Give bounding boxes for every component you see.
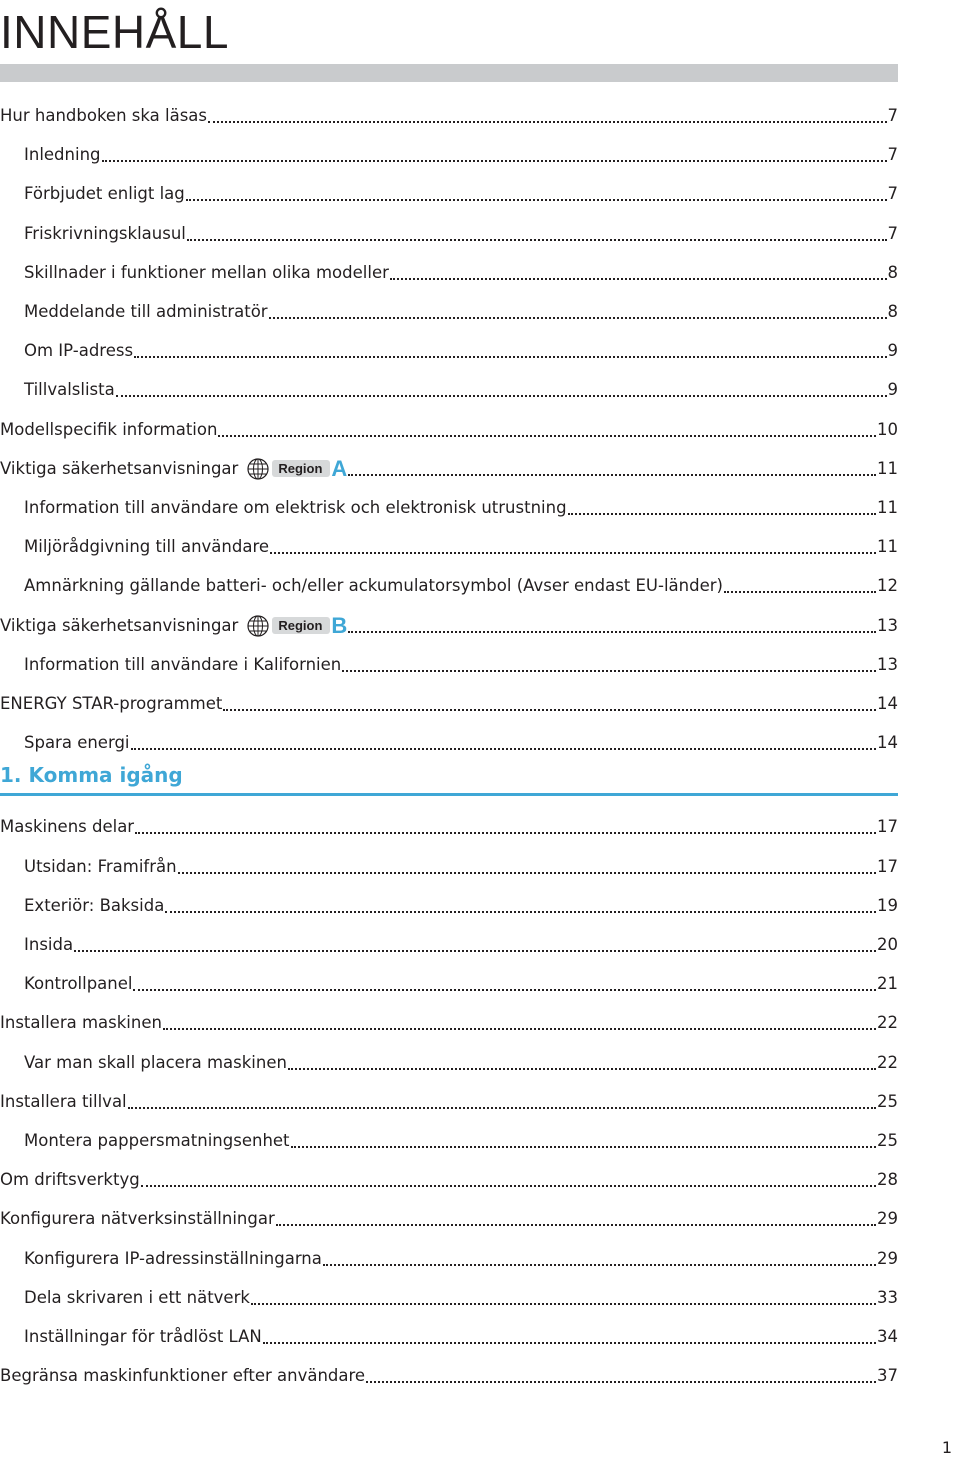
dot-leader	[390, 276, 887, 280]
toc-page-number: 17	[877, 817, 898, 836]
toc-entry-label: Maskinens delar	[0, 817, 135, 836]
dot-leader	[348, 472, 876, 476]
toc-entry[interactable]	[24, 1278, 898, 1317]
toc-entry[interactable]	[24, 135, 898, 174]
toc-entry[interactable]	[24, 847, 898, 886]
dot-leader	[251, 1301, 876, 1305]
toc-entry-label-group	[24, 1327, 262, 1346]
toc-page-number: 7	[887, 106, 898, 125]
toc-entry[interactable]	[24, 331, 898, 370]
toc-entry[interactable]	[0, 96, 898, 135]
toc-entry-label: Viktiga säkerhetsanvisningar	[0, 459, 239, 478]
toc-entry[interactable]	[24, 723, 898, 762]
toc-entry-label-group	[0, 1366, 365, 1385]
toc-entry-label: Konfigurera IP-adressinställningarna	[24, 1249, 322, 1268]
dot-leader	[270, 550, 876, 554]
toc-entry-label-group	[0, 817, 134, 836]
region-letter: A	[331, 455, 348, 481]
toc-entry-label-group	[0, 456, 347, 482]
toc-page-number: 8	[887, 302, 898, 321]
toc-entry-label-group	[24, 655, 341, 674]
dot-leader	[186, 197, 887, 201]
toc-entry[interactable]	[0, 1082, 898, 1121]
toc-entry-label-group	[24, 1249, 322, 1268]
toc-entry-label-group	[24, 341, 133, 360]
title-bar	[0, 64, 898, 82]
toc-page-number: 7	[887, 145, 898, 164]
chapter-heading	[0, 759, 898, 799]
region-label: Region	[272, 460, 330, 477]
toc-entry[interactable]	[0, 1160, 898, 1199]
toc-entry[interactable]	[0, 1003, 898, 1042]
toc-page-number: 14	[877, 694, 898, 713]
toc-entry[interactable]	[0, 807, 898, 846]
toc-page-number: 11	[877, 498, 898, 517]
dot-leader	[135, 830, 876, 834]
toc-entry-label-group	[0, 694, 222, 713]
toc-entry[interactable]	[24, 566, 898, 605]
toc-page-number: 10	[877, 420, 898, 439]
toc-entry-label: Spara energi	[24, 733, 130, 752]
toc-entry-label-group	[24, 733, 130, 752]
toc-entry-label: Meddelande till administratör	[24, 302, 268, 321]
toc-page-number: 7	[887, 184, 898, 203]
chapter-rule	[0, 793, 898, 796]
dot-leader	[348, 629, 876, 633]
dot-leader	[724, 589, 876, 593]
toc-entry[interactable]	[0, 410, 898, 449]
toc-entry-label: Inledning	[24, 145, 101, 164]
toc-page-number: 25	[877, 1092, 898, 1111]
dot-leader	[218, 433, 876, 437]
toc-entry-label: Insida	[24, 935, 74, 954]
dot-leader	[187, 237, 887, 241]
toc-entry-label-group	[24, 263, 389, 282]
toc-entry[interactable]	[0, 449, 898, 488]
toc-page-number: 9	[887, 380, 898, 399]
dot-leader	[74, 948, 876, 952]
toc-page-number: 25	[877, 1131, 898, 1150]
toc-page-number: 21	[877, 974, 898, 993]
toc-entry-label: Installera maskinen	[0, 1013, 162, 1032]
toc-entry[interactable]	[0, 606, 898, 645]
toc-entry-label-group	[24, 935, 73, 954]
toc-entry-label-group	[24, 576, 723, 595]
toc-entry[interactable]	[24, 1121, 898, 1160]
toc-entry[interactable]	[24, 645, 898, 684]
toc-entry-label-group	[0, 1092, 127, 1111]
toc-entry[interactable]	[24, 370, 898, 409]
toc-entry-label: Inställningar för trådlöst LAN	[24, 1327, 262, 1346]
toc-page-number: 11	[877, 459, 898, 478]
toc-entry-label: ENERGY STAR-programmet	[0, 694, 223, 713]
toc-entry-label-group	[24, 1053, 287, 1072]
toc-entry-label: Var man skall placera maskinen	[24, 1053, 287, 1072]
toc-entry[interactable]	[24, 253, 898, 292]
toc-page-number: 12	[877, 576, 898, 595]
toc-entry-label-group	[24, 302, 268, 321]
toc-entry[interactable]	[24, 174, 898, 213]
toc-entry-label: Viktiga säkerhetsanvisningar	[0, 616, 239, 635]
toc-entry[interactable]	[0, 684, 898, 723]
dot-leader	[165, 909, 876, 913]
toc-entry[interactable]	[24, 886, 898, 925]
toc-entry-label-group	[24, 224, 186, 243]
toc-entry-label-group	[0, 1013, 162, 1032]
chapter-title: 1. Komma igång	[0, 763, 183, 787]
toc-page-number: 17	[877, 857, 898, 876]
globe-icon	[246, 457, 270, 481]
dot-leader	[342, 668, 876, 672]
toc-page-number: 13	[877, 655, 898, 674]
toc-entry-label-group	[0, 106, 207, 125]
toc-entry-label: Utsidan: Framifrån	[24, 857, 177, 876]
dot-leader	[128, 1105, 876, 1109]
toc-entry-label: Hur handboken ska läsas	[0, 106, 207, 125]
dot-leader	[568, 511, 876, 515]
dot-leader	[102, 158, 887, 162]
toc-page-number: 13	[877, 616, 898, 635]
toc-entry-label: Kontrollpanel	[24, 974, 133, 993]
dot-leader	[163, 1026, 876, 1030]
dot-leader	[208, 119, 887, 123]
dot-leader	[263, 1340, 876, 1344]
toc-entry-label-group	[0, 1209, 275, 1228]
toc-entry-label-group	[24, 1131, 290, 1150]
toc-entry-label: Begränsa maskinfunktioner efter användare	[0, 1366, 366, 1385]
toc-entry-label: Miljörådgivning till användare	[24, 537, 270, 556]
toc-page-number: 8	[887, 263, 898, 282]
toc-entry-label-group	[0, 613, 347, 639]
toc-entry-label-group	[24, 974, 132, 993]
toc-entry-label-group	[24, 380, 115, 399]
toc-entry[interactable]	[24, 1239, 898, 1278]
region-label: Region	[272, 617, 330, 634]
dot-leader	[323, 1262, 876, 1266]
dot-leader	[116, 393, 887, 397]
toc-entry-label: Konfigurera nätverksinställningar	[0, 1209, 275, 1228]
toc-page-number: 22	[877, 1053, 898, 1072]
toc-page-number: 7	[887, 224, 898, 243]
toc-entry-label: Installera tillval	[0, 1092, 127, 1111]
toc-page-number: 28	[877, 1170, 898, 1189]
toc-entry[interactable]	[0, 1356, 898, 1395]
toc-entry[interactable]	[0, 1199, 898, 1238]
page-title: INNEHÅLL	[0, 6, 229, 58]
toc-page-number: 14	[877, 733, 898, 752]
dot-leader	[269, 315, 887, 319]
toc-entry-label: Information till användare i Kalifornien	[24, 655, 342, 674]
toc-entry-label: Modellspecifik information	[0, 420, 218, 439]
toc-entry-label: Tillvalslista	[24, 380, 115, 399]
toc-entry-label-group	[24, 184, 185, 203]
dot-leader	[178, 870, 876, 874]
toc-page-number: 34	[877, 1327, 898, 1346]
toc-page-number: 37	[877, 1366, 898, 1385]
dot-leader	[291, 1144, 876, 1148]
dot-leader	[134, 354, 886, 358]
toc-page-number: 29	[877, 1209, 898, 1228]
region-badge	[246, 456, 347, 482]
toc-page-number: 20	[877, 935, 898, 954]
region-badge	[246, 613, 347, 639]
toc-entry-label: Dela skrivaren i ett nätverk	[24, 1288, 250, 1307]
dot-leader	[276, 1222, 876, 1226]
toc-entry[interactable]	[24, 527, 898, 566]
toc-entry[interactable]	[24, 1317, 898, 1356]
toc-entry-label: Om driftsverktyg	[0, 1170, 140, 1189]
toc-page-number: 11	[877, 537, 898, 556]
toc-entry-label: Amnärkning gällande batteri- och/eller ackumulatorsymbol (Avser endast EU-länder)	[24, 576, 723, 595]
toc-entry-label: Om IP-adress	[24, 341, 134, 360]
toc-page-number: 33	[877, 1288, 898, 1307]
dot-leader	[133, 987, 876, 991]
toc-entry-label-group	[0, 420, 217, 439]
dot-leader	[223, 707, 876, 711]
toc-entry-label: Information till användare om elektrisk och elektronisk utrustning	[24, 498, 567, 517]
toc-page-number: 9	[887, 341, 898, 360]
region-letter: B	[331, 612, 348, 638]
toc-page-number: 19	[877, 896, 898, 915]
globe-icon	[246, 614, 270, 638]
toc-entry-label: Exteriör: Baksida	[24, 896, 165, 915]
dot-leader	[288, 1066, 876, 1070]
toc-entry-label: Förbjudet enligt lag	[24, 184, 185, 203]
toc-entry-label: Montera pappersmatningsenhet	[24, 1131, 290, 1150]
dot-leader	[141, 1183, 876, 1187]
toc-entry[interactable]	[24, 925, 898, 964]
toc-entry-label: Skillnader i funktioner mellan olika modeller	[24, 263, 389, 282]
toc-entry[interactable]	[24, 1043, 898, 1082]
toc-entry-label-group	[0, 1170, 140, 1189]
dot-leader	[366, 1379, 876, 1383]
toc-entry[interactable]	[24, 488, 898, 527]
toc-entry-label-group	[24, 145, 101, 164]
toc-entry[interactable]	[24, 292, 898, 331]
toc-entry-label-group	[24, 537, 269, 556]
toc-entry-label-group	[24, 857, 177, 876]
toc-entry[interactable]	[24, 214, 898, 253]
toc-entry-label-group	[24, 498, 567, 517]
toc-page-number: 22	[877, 1013, 898, 1032]
dot-leader	[131, 746, 876, 750]
toc-entry[interactable]	[24, 964, 898, 1003]
toc-entry-label-group	[24, 1288, 250, 1307]
page-number: 1	[941, 1438, 952, 1457]
toc-entry-label: Friskrivningsklausul	[24, 224, 186, 243]
toc-entry-label-group	[24, 896, 164, 915]
toc-page-number: 29	[877, 1249, 898, 1268]
